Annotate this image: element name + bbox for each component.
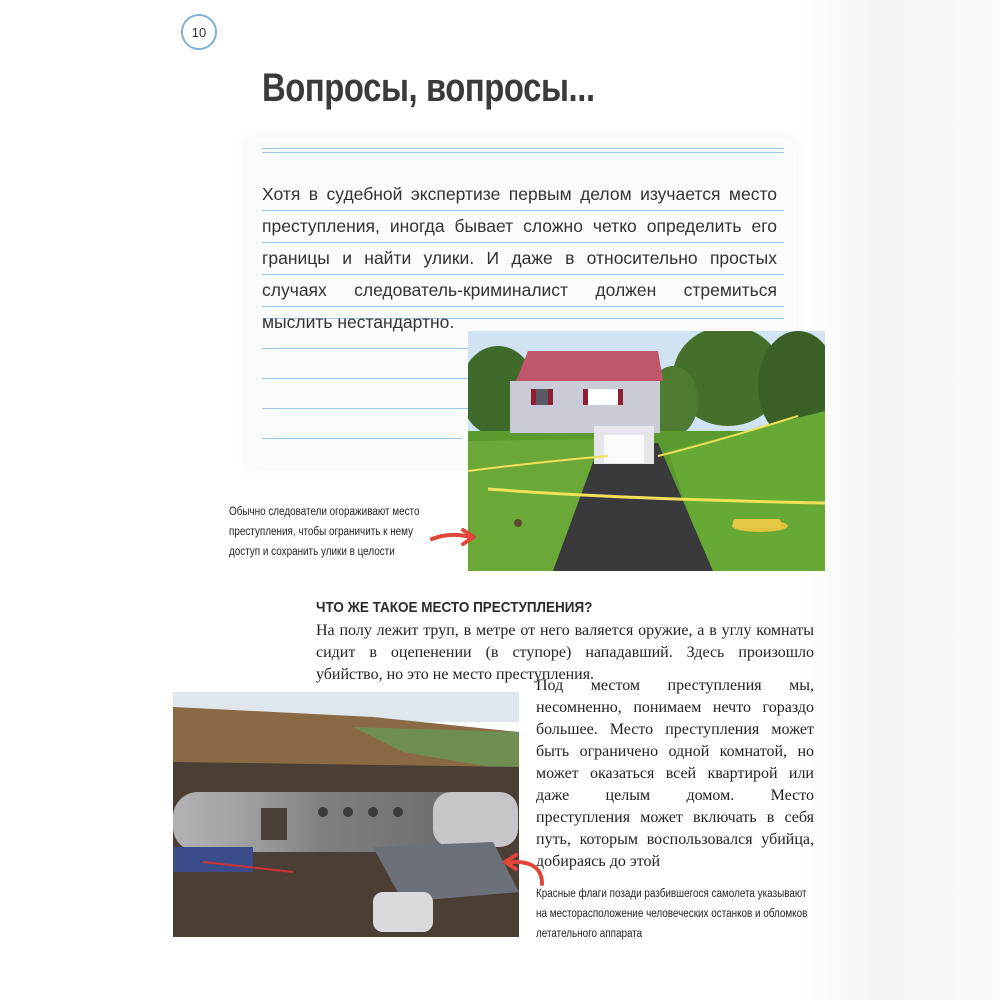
house-photo-caption: Обычно следователи огораживают место преступления, чтобы ограничить к нему доступ и сохранить улики в целости: [229, 506, 420, 558]
intro-paragraph: Хотя в судебной экспертизе первым делом изучается место преступления, иногда бывает сложно четко определить его границы и найти улики. И даже в относительно простых случаях следователь-криминалист должен стремиться мыслить нестандартно.: [262, 184, 777, 332]
section-paragraph-2: Под местом преступления мы, несомненно, понимаем нечто гораздо большее. Место преступления может быть ограничено одной комнатой, но может оказаться всей квартирой или даже целым домом. Место преступления может включать в себя путь, которым воспользовался убийца, добираясь до этой: [536, 677, 814, 870]
notepad-rule: [262, 438, 462, 439]
red-arrow-icon: [430, 526, 478, 548]
page-number: 10: [181, 14, 217, 50]
section-paragraph-1: На полу лежит труп, в метре от него валяется оружие, а в углу комнаты сидит в оцепенении (в ступоре) нападавший. Здесь произошло убийство, но это не место преступления.: [316, 622, 814, 683]
notepad-rule: [262, 148, 784, 149]
crime-scene-house-photo: [468, 331, 825, 571]
plane-photo-caption: Красные флаги позади разбившегося самолета указывают на месторасположение человеческих останков и обломков летательного аппарата: [536, 888, 808, 940]
notepad-rule: [262, 152, 784, 153]
page-title: Вопросы, вопросы...: [262, 66, 595, 110]
section-heading: ЧТО ЖЕ ТАКОЕ МЕСТО ПРЕСТУПЛЕНИЯ?: [316, 599, 593, 616]
red-arrow-icon: [496, 852, 548, 888]
plane-crash-photo: [173, 692, 519, 937]
